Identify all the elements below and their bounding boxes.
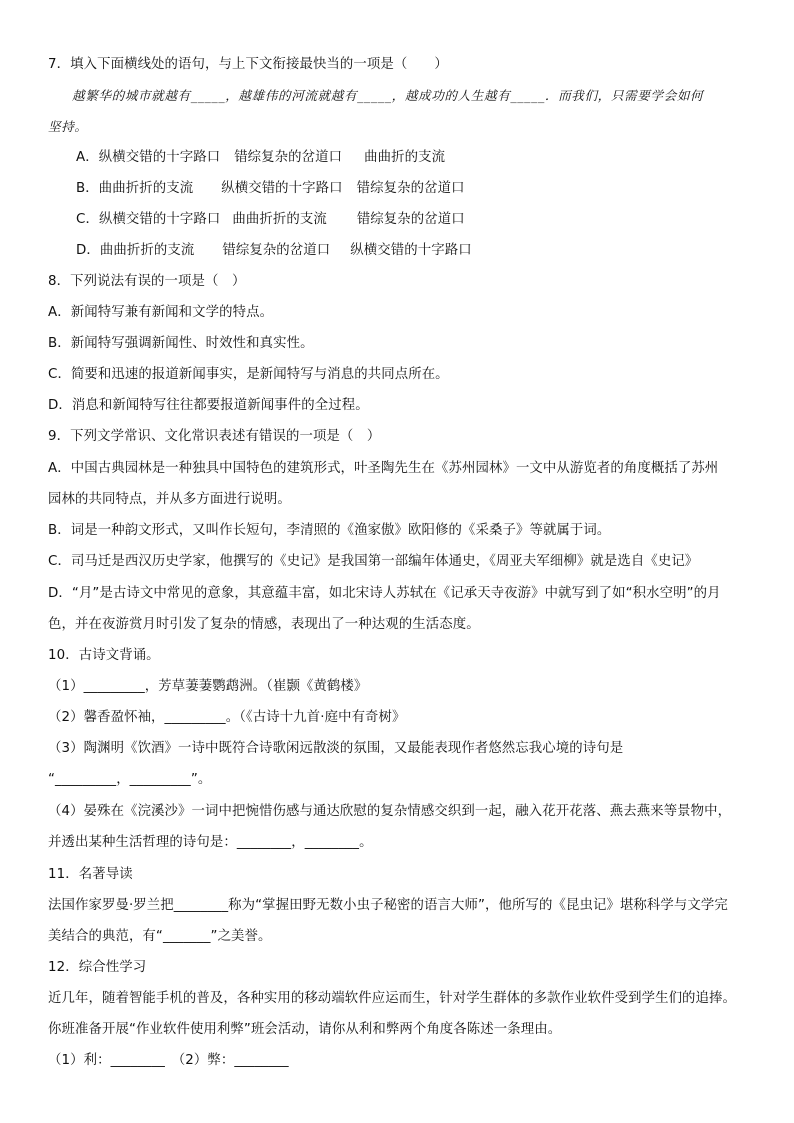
q7-option-c: C．纵横交错的十字路口 曲曲折折的支流 错综复杂的岔道口 [76, 212, 465, 227]
q8-option-a: A．新闻特写兼有新闻和文学的特点。 [48, 305, 274, 320]
q12-answer-line: （1）利：________ （2）弊：________ [48, 1053, 289, 1068]
q10-item-4-line-2: 并透出某种生活哲理的诗句是：________，________。 [48, 835, 373, 850]
q9-stem: 9．下列文学常识、文化常识表述有错误的一项是（ ） [48, 429, 381, 444]
q7-stem: 7．填入下面横线处的语句，与上下文衔接最快当的一项是（ ） [48, 57, 448, 72]
q7-option-a: A．纵横交错的十字路口 错综复杂的岔道口 曲曲折的支流 [76, 150, 446, 165]
q12-line-2: 你班准备开展“作业软件使用利弊”班会活动，请你从利和弊两个角度各陈述一条理由。 [48, 1022, 562, 1037]
q11-stem: 11．名著导读 [48, 867, 133, 882]
q7-passage-line-1: 越繁华的城市就越有_____，越雄伟的河流就越有_____，越成功的人生越有_____．而我们，只需要学会如何 [72, 88, 704, 103]
q9-option-c: C．司马迁是西汉历史学家，他撰写的《史记》是我国第一部编年体通史，《周亚夫军细柳》就是选自《史记》 [48, 554, 699, 569]
q7-option-b: B．曲曲折折的支流 纵横交错的十字路口 错综复杂的岔道口 [76, 181, 465, 196]
q10-item-3-line-2: “_________，_________”。 [48, 772, 212, 787]
q10-item-3-line-1: （3）陶渊明《饮酒》一诗中既符合诗歌闲远散淡的氛围，又最能表现作者悠然忘我心境的诗句是 [48, 741, 624, 756]
q11-line-1: 法国作家罗曼·罗兰把________称为“掌握田野无数小虫子秘密的语言大师”，他所写的《昆虫记》堪称科学与文学完 [48, 898, 728, 913]
q8-option-d: D．消息和新闻特写往往都要报道新闻事件的全过程。 [48, 398, 369, 413]
q10-stem: 10．古诗文背诵。 [48, 648, 160, 663]
q9-option-d-line-1: D．“月”是古诗文中常见的意象，其意蕴丰富，如北宋诗人苏轼在《记承天寺夜游》中就写到了如“积水空明”的月 [48, 586, 721, 601]
q11-line-2: 美结合的典范，有“_______”之美誉。 [48, 929, 272, 944]
q9-option-a-line-1: A．中国古典园林是一种独具中国特色的建筑形式，叶圣陶先生在《苏州园林》一文中从游览者的角度概括了苏州 [48, 461, 719, 476]
q7-passage-line-2: 坚持。 [48, 119, 88, 134]
q12-line-1: 近几年，随着智能手机的普及，各种实用的移动端软件应运而生，针对学生群体的多款作业软件受到学生们的追捧。 [48, 991, 737, 1006]
q9-option-a-line-2: 园林的共同特点，并从多方面进行说明。 [48, 492, 291, 507]
q8-option-b: B．新闻特写强调新闻性、时效性和真实性。 [48, 336, 314, 351]
q7-option-d: D．曲曲折折的支流 错综复杂的岔道口 纵横交错的十字路口 [76, 243, 472, 258]
q8-option-c: C．简要和迅速的报道新闻事实，是新闻特写与消息的共同点所在。 [48, 367, 449, 382]
q9-option-d-line-2: 色，并在夜游赏月时引发了复杂的情感，表现出了一种达观的生活态度。 [48, 617, 480, 632]
q9-option-b: B．词是一种韵文形式，又叫作长短句，李清照的《渔家傲》欧阳修的《采桑子》等就属于词。 [48, 523, 611, 538]
q8-stem: 8．下列说法有误的一项是（ ） [48, 274, 246, 289]
q10-item-1: （1）_________，芳草萋萋鹦鹉洲。（崔颢《黄鹤楼》 [48, 679, 368, 694]
q12-stem: 12．综合性学习 [48, 960, 147, 975]
q10-item-2: （2）馨香盈怀袖，_________。（《古诗十九首·庭中有奇树》 [48, 710, 406, 725]
q10-item-4-line-1: （4）晏殊在《浣溪沙》一词中把惋惜伤感与通达欣慰的复杂情感交织到一起，融入花开花落、燕去燕来等景物中， [48, 804, 732, 819]
